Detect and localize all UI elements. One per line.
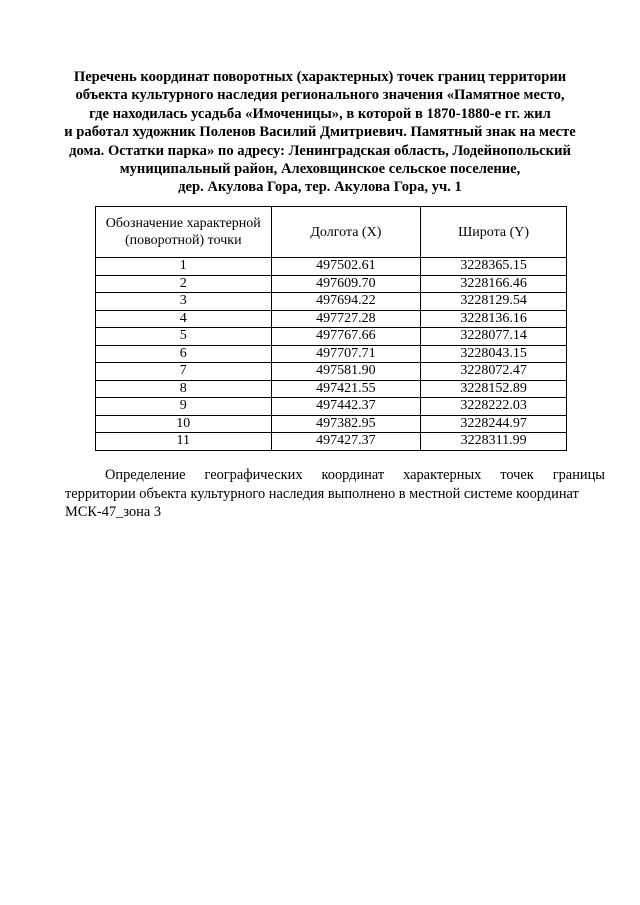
cell-point: 6 [96, 345, 272, 363]
header-longitude: Долгота (X) [271, 207, 421, 258]
cell-y: 3228072.47 [421, 363, 567, 381]
table-row [96, 310, 567, 328]
cell-point: 8 [96, 380, 272, 398]
cell-y: 3228077.14 [421, 328, 567, 346]
title-line: дома. Остатки парка» по адресу: Ленинградская область, Лодейнопольский [69, 142, 571, 159]
cell-point: 9 [96, 398, 272, 416]
table-row [96, 363, 567, 381]
note-line: МСК-47_зона 3 [65, 504, 162, 521]
title-line: объекта культурного наследия регионального значения «Памятное место, [75, 87, 565, 104]
cell-x: 497421.55 [271, 380, 421, 398]
document-title [40, 68, 600, 197]
cell-point: 10 [96, 415, 272, 433]
cell-point: 1 [96, 258, 272, 276]
coordinate-system-note [65, 466, 605, 522]
cell-y: 3228152.89 [421, 380, 567, 398]
cell-point: 5 [96, 328, 272, 346]
header-point-line1: Обозначение характерной [105, 216, 261, 231]
note-word: точек [500, 467, 534, 483]
note-line: территории объекта культурного наследия выполнено в местной системе координат [65, 485, 579, 502]
title-line: и работал художник Поленов Василий Дмитриевич. Памятный знак на месте [64, 124, 576, 141]
title-line: дер. Акулова Гора, тер. Акулова Гора, уч. 1 [178, 179, 462, 196]
title-line: Перечень координат поворотных (характерных) точек границ территории [73, 69, 567, 85]
cell-y: 3228244.97 [421, 415, 567, 433]
title-line: где находилась усадьба «Имоченицы», в которой в 1870-1880-е гг. жил [89, 105, 551, 122]
cell-y: 3228129.54 [421, 293, 567, 311]
title-line: муниципальный район, Алеховщинское сельское поселение, [119, 161, 521, 178]
cell-x: 497581.90 [271, 363, 421, 381]
cell-x: 497442.37 [271, 398, 421, 416]
cell-x: 497427.37 [271, 433, 421, 451]
cell-point: 7 [96, 363, 272, 381]
table-header-row [96, 207, 567, 258]
cell-point: 11 [96, 433, 272, 451]
table-row [96, 293, 567, 311]
note-word: Определение [105, 467, 186, 483]
table-row [96, 380, 567, 398]
cell-y: 3228043.15 [421, 345, 567, 363]
header-point [96, 207, 272, 258]
cell-x: 497382.95 [271, 415, 421, 433]
cell-point: 4 [96, 310, 272, 328]
cell-x: 497707.71 [271, 345, 421, 363]
note-line [85, 466, 605, 485]
table-row [96, 398, 567, 416]
cell-x: 497694.22 [271, 293, 421, 311]
note-word: границы [552, 467, 605, 483]
table-row [96, 275, 567, 293]
table-row [96, 415, 567, 433]
cell-y: 3228365.15 [421, 258, 567, 276]
cell-y: 3228166.46 [421, 275, 567, 293]
header-latitude: Широта (Y) [421, 207, 567, 258]
cell-x: 497727.28 [271, 310, 421, 328]
cell-point: 2 [96, 275, 272, 293]
cell-x: 497609.70 [271, 275, 421, 293]
note-word: координат [321, 467, 385, 483]
cell-y: 3228311.99 [421, 433, 567, 451]
coordinates-table [95, 206, 567, 451]
header-point-line2: (поворотной) точки [124, 233, 242, 248]
cell-x: 497502.61 [271, 258, 421, 276]
table-row [96, 328, 567, 346]
table-row [96, 258, 567, 276]
cell-y: 3228136.16 [421, 310, 567, 328]
note-word: характерных [403, 467, 482, 483]
cell-x: 497767.66 [271, 328, 421, 346]
table-row [96, 345, 567, 363]
cell-y: 3228222.03 [421, 398, 567, 416]
note-word: географических [204, 467, 303, 483]
cell-point: 3 [96, 293, 272, 311]
table-row [96, 433, 567, 451]
